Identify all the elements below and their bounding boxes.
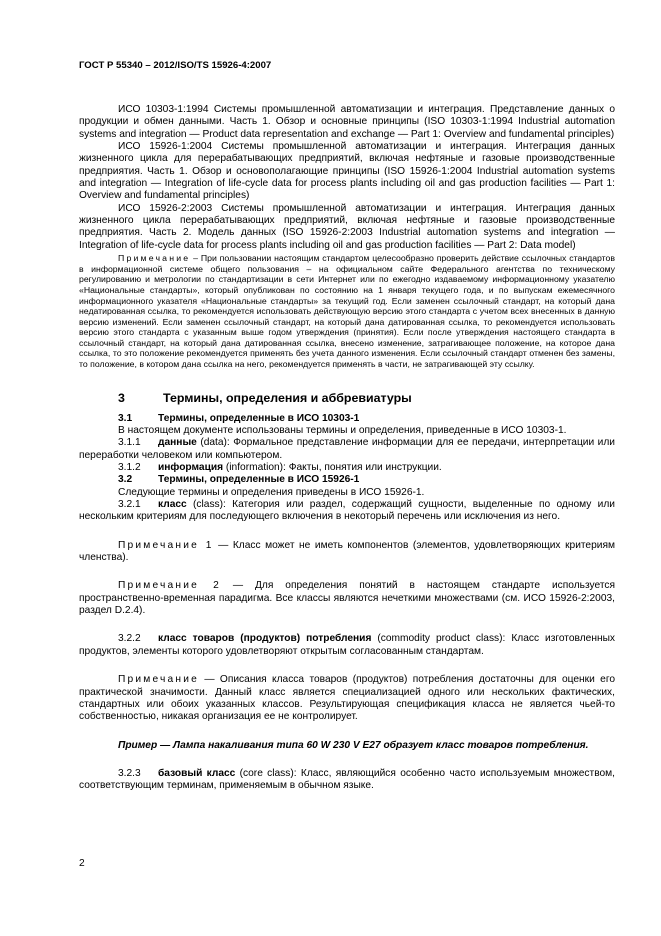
term-name: данные [158,437,197,449]
term-definition: (commodity product class): Класс изготовленных продуктов, элементы которого удовлетворяют открытым согласованным стандартам. [79,633,615,657]
term-definition: (class): Категория или раздел, содержащий сущности, выделенные по одному или нескольким критериям для последующего включения в некоторый перечень или исключения из него. [79,499,615,523]
note-label: Примечание [118,674,199,686]
note-label: Примечание 2 [118,580,221,592]
term-3-2-2 [79,633,615,658]
example-commodity-class: Пример — Лампа накаливания типа 60 W 230 V E27 образует класс товаров потребления. [118,739,589,751]
term-3-1-1 [79,437,615,462]
note-label: Примечание 1 [118,539,214,551]
term-definition: (core class): Класс, являющийся особенно часто используемым множеством, соответствующим терминам, применяемым в обычном языке. [79,767,615,792]
term-number: 3.2.2 [118,633,141,645]
subsection-number: 3.2 [118,474,133,486]
term-definition: (data): Формальное представление информации для ее передачи, интерпретации или переработки человеком или компьютером. [79,437,615,461]
term-number: 3.1.1 [118,437,141,449]
reference-iso-10303-1: ИСО 10303-1:1994 Системы промышленной автоматизации и интеграция. Представление данных о продукции и обмен данными. Часть 1. Обзор и основные принципы (ISO 10303-1:1994 Industrial automation systems and integration — Product data representation and exchange — Part 1: Overview and fundamental principles) [79,104,615,140]
section-title: Термины, определения и аббревиатуры [163,390,412,405]
term-definition: (information): Факты, понятия или инструкции. [223,462,442,474]
page-body [79,104,615,793]
subsection-intro-3-2: Следующие термины и определения приведены в ИСО 15926-1. [118,486,425,498]
note-class-2 [79,580,615,617]
note-commodity-class [79,674,615,723]
note-text: — Класс может не иметь компонентов (элементов, удовлетворяющих критериям членства). [79,539,615,564]
term-3-2-1 [79,499,615,524]
subsection-heading-3-1 [79,413,615,425]
note-text: — Описания класса товаров (продуктов) потребления достаточны для оценки его практической значимости. Данный класс является специализацией одного или нескольких фактических, стандартных или обоих указанных классов. Результирующая спецификация класса не является чьей-то собственностью, никакая организация ее не контролирует. [79,674,615,723]
note-text: — Для определения понятий в настоящем стандарте используется пространственно-временная парадигма. Все классы являются нечеткими множествами (см. ИСО 15926-2:2003, раздел D.2.4). [79,580,615,617]
subsection-intro-3-1: В настоящем документе использованы термины и определения, приведенные в ИСО 10303-1. [118,425,567,436]
subsection-heading-3-2 [79,474,615,486]
term-3-1-2 [79,462,615,474]
subsection-title: Термины, определенные в ИСО 10303-1 [158,412,360,424]
term-name: информация [158,462,224,474]
note-references [79,253,615,370]
section-number: 3 [118,390,125,405]
term-number: 3.2.1 [118,499,141,511]
term-number: 3.1.2 [118,462,141,474]
section-heading [79,391,615,407]
term-number: 3.2.3 [118,767,141,779]
page-number: 2 [79,858,85,869]
note-class-1 [79,540,615,565]
note-label: Примечание [118,253,191,264]
reference-iso-15926-2: ИСО 15926-2:2003 Системы промышленной автоматизации и интеграция. Интеграция данных жизненного цикла перерабатывающих предприятий, включая нефтяные и газовые производственные предприятия. Часть 2. Модель данных (ISO 15926-2:2003 Industrial automation systems and integration — Integration of life-cycle data for process plants including oil and gas production facilities — Part 2: Data model) [79,202,615,251]
running-header: ГОСТ Р 55340 – 2012/ISO/TS 15926-4:2007 [79,60,272,71]
subsection-number: 3.1 [118,412,133,424]
subsection-title: Термины, определенные в ИСО 15926-1 [158,474,360,486]
term-name: класс товаров (продуктов) потребления [158,633,372,645]
term-name: базовый класс [158,767,236,779]
term-3-2-3 [79,768,615,793]
term-name: класс [158,499,187,511]
note-text: – При пользовании настоящим стандартом целесообразно проверить действие ссылочных стандартов в информационной системе общего пользования – на официальном сайте Федерального агентства по техническому регулированию и метрологии по стандартизации в сети Интернет или по ежегодно издаваемому информационному указателю «Национальные стандарты», который опубликован по состоянию на 1 января текущего года, и по выпускам ежемесячного информационного указателя «Национальные стандарты» за текущий год. Если заменен ссылочный стандарт, на который дана недатированная ссылка, то рекомендуется использовать действующую версию этого стандарта с учетом всех внесенных в данную версию изменений. Если заменен ссылочный стандарт, на который дана датированная ссылка, то рекомендуется использовать версию этого стандарта с указанным выше годом утверждения (принятия). Если после утверждения настоящего стандарта в ссылочный стандарт, на который дана датированная ссылка, внесено изменение, затрагивающее положение, на которое дана ссылка, то это положение рекомендуется применять без учета данного изменения. Если ссылочный стандарт отменен без замены, то положение, в котором дана ссылка на него, рекомендуется применять в части, не затрагивающей эту ссылку. [79,253,615,370]
reference-iso-15926-1: ИСО 15926-1:2004 Системы промышленной автоматизации и интеграция. Интеграция данных жизненного цикла для перерабатывающих предприятий, включая нефтяные и газовые производственные предприятия. Часть 1. Обзор и основополагающие принципы (ISO 15926-1:2004 Industrial automation systems and integration — Integration of life-cycle data for process plants including oil and gas production facilities — Part 1: Overview and fundamental principles) [79,141,615,202]
